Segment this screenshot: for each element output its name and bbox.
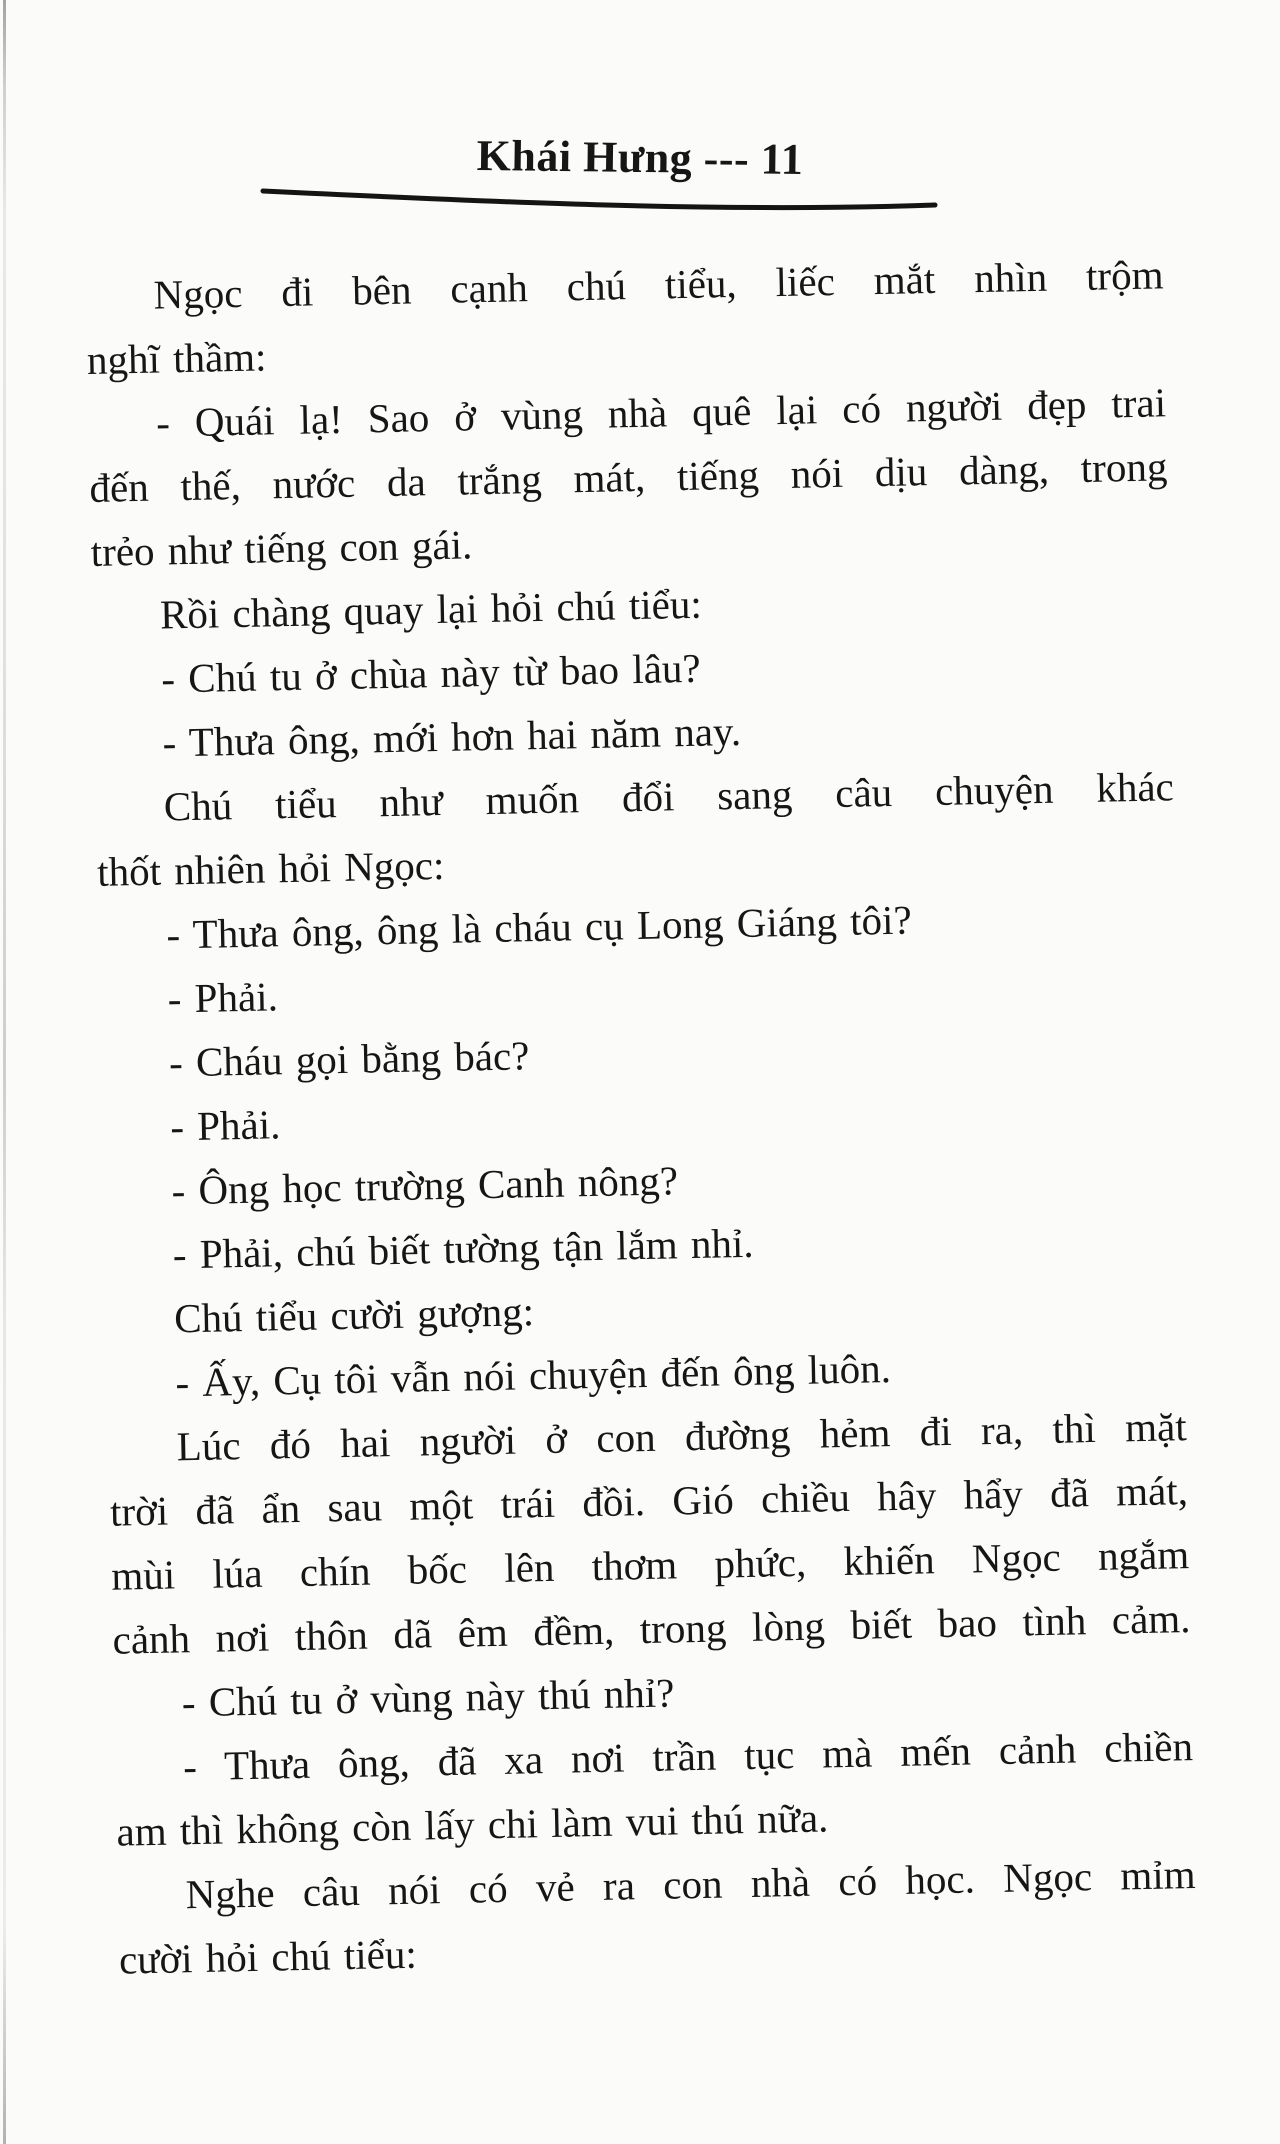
text-line: trời đã ẩn sau một trái đồi. Gió chiều hây hẩy đã mát,	[109, 1467, 1189, 1535]
page-text	[85, 242, 1197, 1991]
text-line: Ngọc đi bên cạnh chú tiểu, liếc mắt nhìn trộm	[153, 251, 1164, 318]
text-line: - Cháu gọi bằng bác?	[168, 1032, 530, 1086]
text-line: cảnh nơi thôn dã êm đềm, trong lòng biết bao tình cảm.	[112, 1595, 1191, 1663]
text-line: Lúc đó hai người ở con đường hẻm đi ra, thì mặt	[176, 1403, 1188, 1470]
text-line: - Thưa ông, mới hơn hai năm nay.	[162, 707, 742, 766]
page-header-title: Khái Hưng --- 11	[476, 131, 804, 184]
text-line: Chú tiểu cười gượng:	[173, 1288, 535, 1342]
text-line: Chú tiểu như muốn đổi sang câu chuyện khác	[163, 763, 1175, 830]
text-line: Rồi chàng quay lại hỏi chú tiểu:	[159, 580, 703, 638]
text-line: am thì không còn lấy chi làm vui thú nữa.	[116, 1794, 829, 1855]
text-line: - Phải.	[169, 1101, 281, 1150]
text-line: đến thế, nước da trắng mát, tiếng nói dịu dàng, trong	[89, 443, 1168, 511]
text-line: - Ông học trường Canh nông?	[171, 1157, 679, 1214]
text-line: - Quái lạ! Sao ở vùng nhà quê lại có người đẹp trai	[155, 379, 1167, 446]
page-edge-shadow	[3, 0, 6, 2144]
text-line: thốt nhiên hỏi Ngọc:	[96, 841, 445, 895]
text-line: - Phải.	[167, 973, 279, 1022]
text-line: - Thưa ông, ông là cháu cụ Long Giáng tôi?	[166, 896, 913, 958]
text-line: - Chú tu ở chùa này từ bao lâu?	[160, 644, 701, 702]
text-line: - Chú tu ở vùng này thú nhỉ?	[181, 1669, 675, 1726]
text-line: cười hỏi chú tiểu:	[118, 1930, 418, 1983]
text-line: - Thưa ông, đã xa nơi trần tục mà mến cảnh chiền	[182, 1723, 1194, 1790]
text-line: trẻo như tiếng con gái.	[90, 521, 473, 575]
text-line: nghĩ thầm:	[86, 333, 267, 383]
text-line: mùi lúa chín bốc lên thơm phức, khiến Ngọc ngắm	[110, 1531, 1190, 1599]
text-line: - Phải, chú biết tường tận lắm nhỉ.	[172, 1219, 754, 1278]
text-line: Nghe câu nói có vẻ ra con nhà có học. Ngọc mỉm	[185, 1851, 1196, 1918]
text-line: - Ấy, Cụ tôi vẫn nói chuyện đến ông luôn.	[175, 1345, 892, 1406]
